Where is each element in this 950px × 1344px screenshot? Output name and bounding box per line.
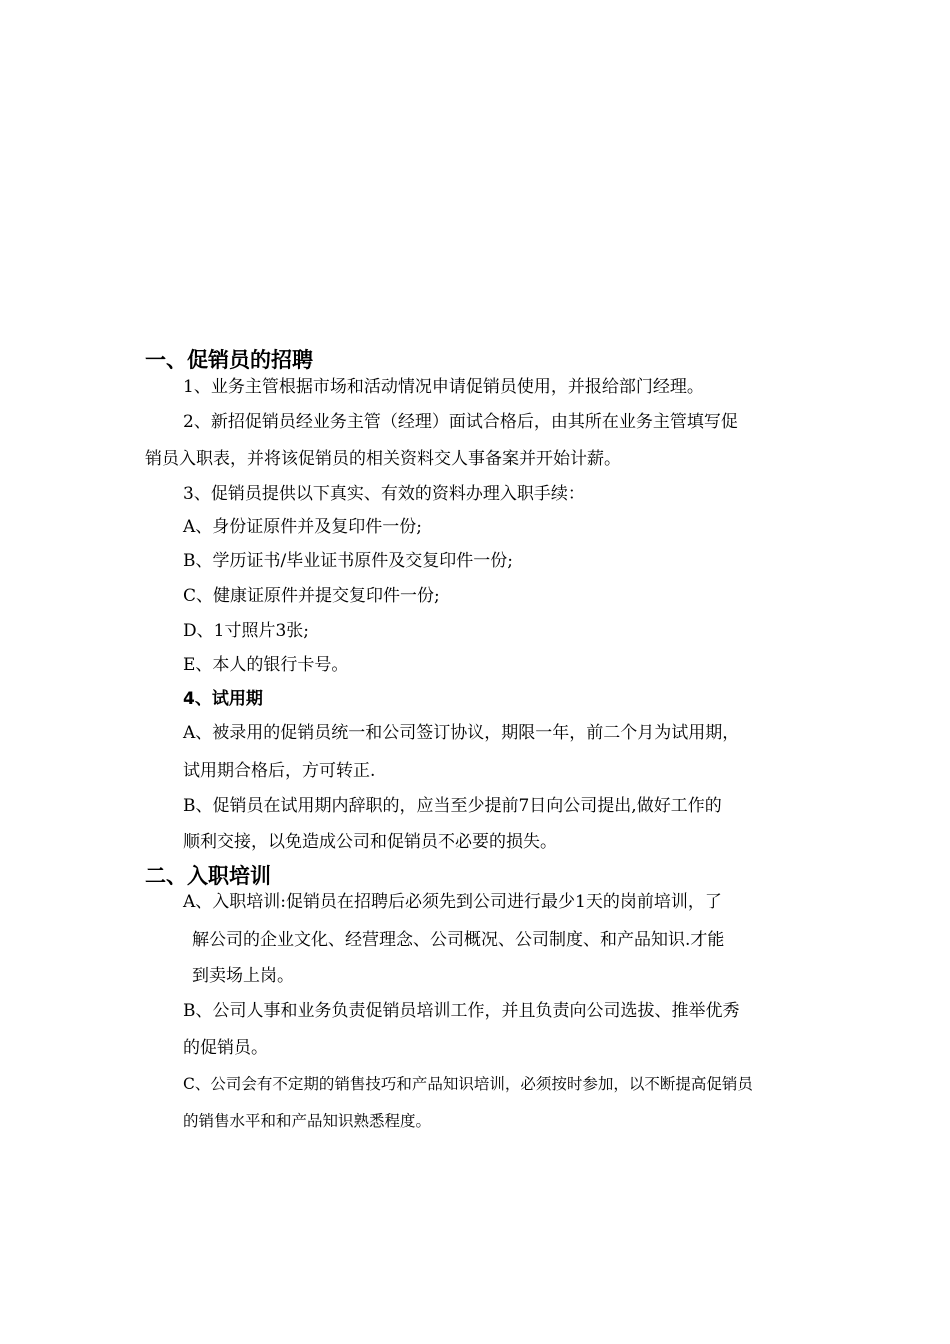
training-a-line-3: 到卖场上岗。	[192, 966, 294, 986]
paragraph-1: 1、业务主管根据市场和活动情况申请促销员使用，并报给部门经理。	[183, 377, 704, 397]
probation-heading: 4、试用期	[183, 689, 263, 709]
probation-b-line-2: 顺利交接，以免造成公司和促销员不必要的损失。	[183, 832, 557, 852]
doc-item-b: B、学历证书/毕业证书原件及交复印件一份;	[183, 551, 513, 571]
doc-item-c: C、健康证原件并提交复印件一份;	[183, 586, 440, 606]
section-1-heading: 一、促销员的招聘	[145, 348, 313, 372]
paragraph-3: 3、促销员提供以下真实、有效的资料办理入职手续：	[183, 484, 585, 504]
training-b-line-1: B、公司人事和业务负责促销员培训工作，并且负责向公司选拔、推举优秀	[183, 1001, 740, 1021]
doc-item-d: D、1寸照片3张;	[183, 621, 309, 641]
section-2-heading: 二、入职培训	[145, 864, 271, 888]
paragraph-2-line-1: 2、新招促销员经业务主管（经理）面试合格后，由其所在业务主管填写促	[183, 412, 738, 432]
training-a-line-2: 解公司的企业文化、经营理念、公司概况、公司制度、和产品知识.才能	[192, 930, 725, 950]
training-b-line-2: 的促销员。	[183, 1038, 268, 1058]
training-c-line-2: 的销售水平和和产品知识熟悉程度。	[183, 1112, 432, 1130]
training-a-line-1: A、入职培训:促销员在招聘后必须先到公司进行最少1天的岗前培训，了	[183, 892, 722, 912]
probation-a-line-2: 试用期合格后，方可转正.	[183, 761, 376, 781]
doc-item-a: A、身份证原件并及复印件一份;	[183, 517, 423, 537]
paragraph-2-line-2: 销员入职表，并将该促销员的相关资料交人事备案并开始计薪。	[145, 449, 621, 469]
probation-b-line-1: B、促销员在试用期内辞职的，应当至少提前7日向公司提出,做好工作的	[183, 796, 722, 816]
probation-a-line-1: A、被录用的促销员统一和公司签订协议，期限一年，前二个月为试用期，	[183, 723, 740, 743]
doc-item-e: E、本人的银行卡号。	[183, 655, 349, 675]
training-c-line-1: C、公司会有不定期的销售技巧和产品知识培训，必须按时参加，以不断提高促销员	[183, 1075, 753, 1093]
